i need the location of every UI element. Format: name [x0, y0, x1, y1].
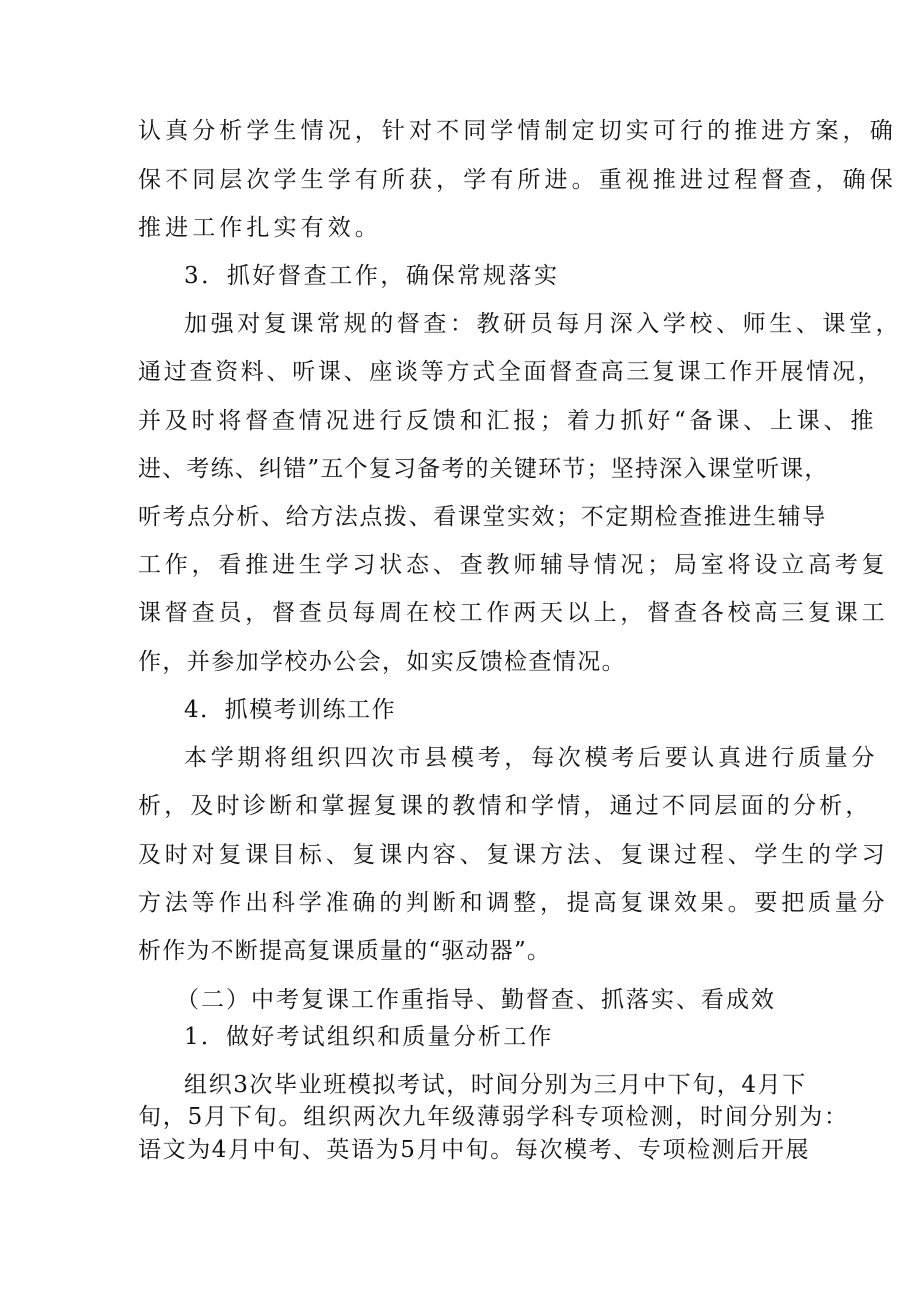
paragraph-line: 推进工作扎实有效。 — [138, 215, 382, 241]
paragraph-line: 语文为4月中旬、英语为5月中旬。每次模考、专项检测后开展 — [138, 1137, 811, 1163]
paragraph-line: 工作，看推进生学习状态、查教师辅导情况；局室将设立高考复 — [138, 552, 889, 578]
paragraph-line: 认真分析学生情况，针对不同学情制定切实可行的推进方案，确 — [138, 118, 897, 144]
paragraph-line: 加强对复课常规的督查：教研员每月深入学校、师生、课堂， — [184, 311, 903, 337]
paragraph-line: 进、考练、纠错”五个复习备考的关键环节；坚持深入课堂听课， — [138, 456, 829, 482]
paragraph-line: 析作为不断提高复课质量的“驱动器”。 — [138, 938, 552, 964]
section-heading: 3．抓好督查工作，确保常规落实 — [184, 263, 560, 289]
section-heading: 4．抓模考训练工作 — [184, 697, 397, 723]
paragraph-line: 析，及时诊断和掌握复课的教情和学情，通过不同层面的分析， — [138, 793, 872, 819]
paragraph-line: 及时对复课目标、复课内容、复课方法、复课过程、学生的学习 — [138, 842, 889, 868]
paragraph-line: 组织3次毕业班模拟考试，时间分别为三月中下旬，4月下 — [184, 1072, 807, 1098]
paragraph-line: 通过查资料、听课、座谈等方式全面督查高三复课工作开展情况， — [138, 359, 884, 385]
paragraph-line: 本学期将组织四次市县模考，每次模考后要认真进行质量分 — [184, 745, 879, 771]
section-heading: （二）中考复课工作重指导、勤督查、抓落实、看成效 — [176, 987, 776, 1013]
paragraph-line: 方法等作出科学准确的判断和调整，提高复课效果。要把质量分 — [138, 890, 889, 916]
paragraph-line: 旬，5月下旬。组织两次九年级薄弱学科专项检测，时间分别为： — [138, 1104, 849, 1130]
paragraph-line: 并及时将督查情况进行反馈和汇报；着力抓好“备课、上课、推 — [138, 408, 878, 434]
section-heading: 1．做好考试组织和质量分析工作 — [184, 1024, 554, 1050]
paragraph-line: 课督查员，督查员每周在校工作两天以上，督查各校高三复课工 — [138, 600, 889, 626]
paragraph-line: 保不同层次学生学有所获，学有所进。重视推进过程督查，确保 — [138, 167, 897, 193]
paragraph-line: 作，并参加学校办公会，如实反馈检查情况。 — [138, 649, 626, 675]
paragraph-line: 听考点分析、给方法点拨、看课堂实效；不定期检查推进生辅导 — [138, 504, 827, 530]
